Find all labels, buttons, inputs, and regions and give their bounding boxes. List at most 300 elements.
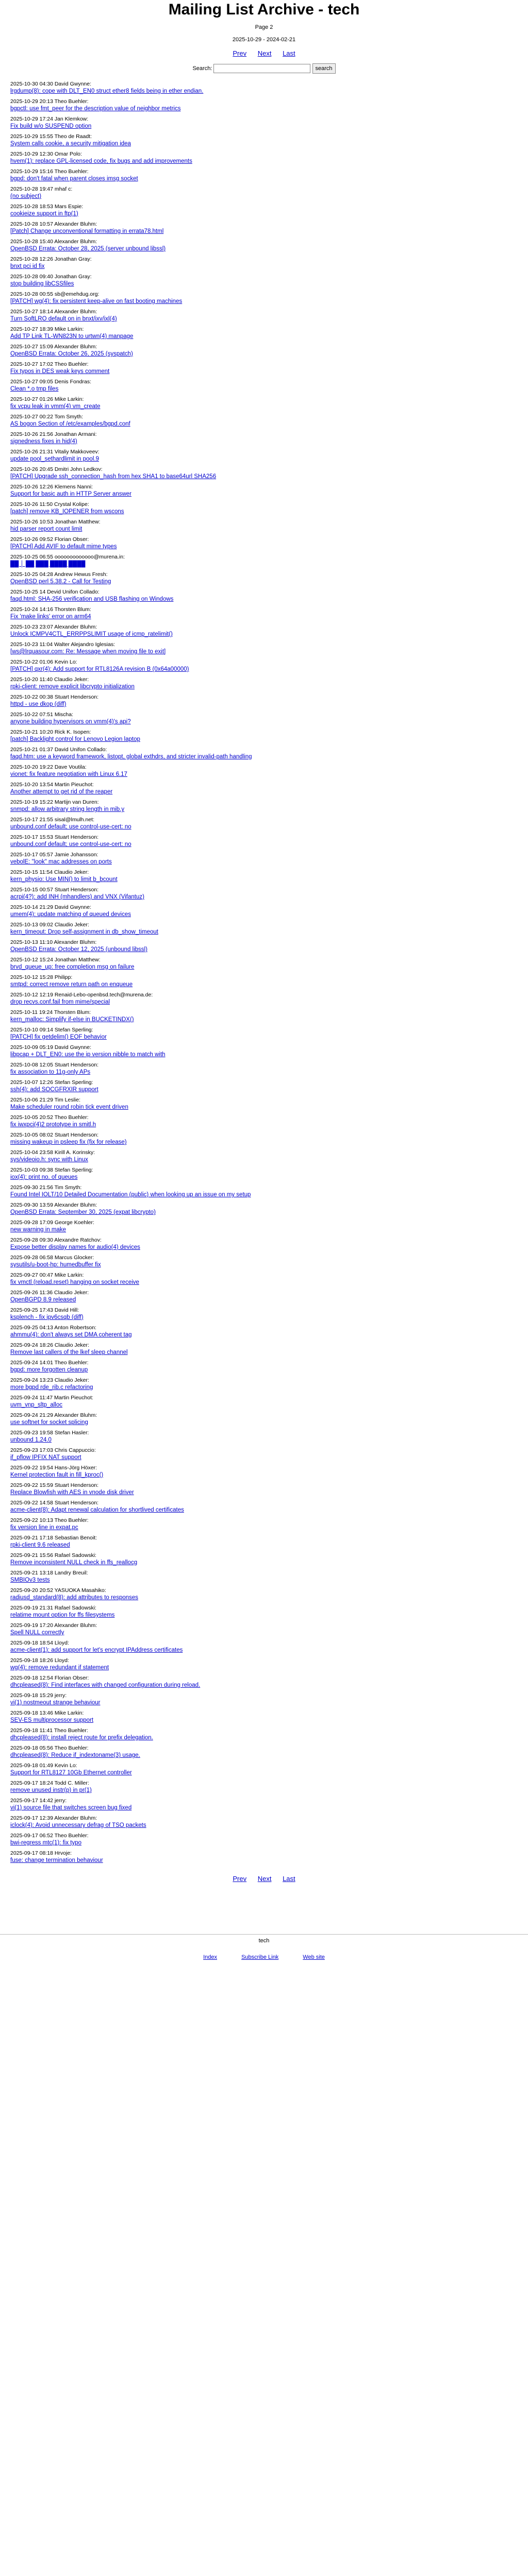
list-item [10,536,516,554]
search-label: Search: [192,65,212,72]
message-subject-link[interactable]: Fix 'make links' error on arm64 [10,614,91,620]
list-item [10,1745,516,1762]
message-meta: 2025-09-28 17:09 George Koehler: [10,1219,94,1226]
message-subject-link[interactable]: bnxt pci id fix [10,263,45,269]
message-meta: 2025-10-29 15:16 Theo Buehler: [10,168,89,175]
message-subject-link[interactable]: sys/videoio.h: sync with Linux [10,1157,88,1163]
list-item [10,887,516,904]
message-meta: 2025-10-12 15:24 Jonathan Matthew: [10,957,101,963]
message-subject-link[interactable]: Found Intel IOLT/10 Detailed Documentation (public) when looking up an issue on my setup [10,1192,251,1198]
list-item [10,729,516,747]
message-meta: 2025-10-17 05:57 Jamie Johansson: [10,852,98,858]
list-item [10,764,516,782]
message-subject-link[interactable]: bgpd: more forgotten cleanup [10,1367,88,1373]
message-meta: 2025-10-20 11:40 Claudio Jeker: [10,676,89,683]
message-meta: 2025-10-28 18:53 Mars Espie: [10,204,84,210]
message-subject-link[interactable]: Add TP Link TL-WN823N to urtwn(4) manpage [10,333,134,340]
footer-links [0,1954,528,1960]
message-meta: 2025-09-24 18:26 Claudio Jeker: [10,1342,89,1348]
list-item [10,782,516,799]
message-subject-link[interactable]: Another attempt to get rid of the reaper [10,789,113,795]
list-item [10,974,516,992]
list-item [10,204,516,221]
message-meta: 2025-10-26 21:56 Jonathan Armani: [10,431,97,437]
message-meta: 2025-10-17 15:53 Stuart Henderson: [10,834,99,840]
message-subject-link[interactable]: faqd.html: SHA-256 verification and USB flashing on Windows [10,596,174,602]
message-subject-link[interactable]: relatime mount option for ffs filesystems [10,1612,115,1618]
list-item [10,1202,516,1219]
list-item [10,659,516,676]
message-subject-link[interactable]: fix iwxpci(4)2 prototype in smitl.h [10,1122,96,1128]
message-subject-link[interactable]: update pool_sethardlimit in pool.9 [10,456,99,462]
list-item [10,1587,516,1605]
message-meta: 2025-09-19 21:31 Rafael Sadowski: [10,1605,96,1611]
list-item [10,624,516,641]
message-subject-link[interactable]: libpcap + DLT_EN0: use the ip version nibble to match with [10,1052,166,1058]
message-meta: 2025-10-26 12:26 Klemens Nanni: [10,484,93,490]
list-item [10,1710,516,1727]
message-subject-link[interactable]: OpenBSD Errata: October 26, 2025 (syspatch) [10,351,133,357]
message-subject-link[interactable]: Fix build w/o SUSPEND option [10,123,92,129]
message-subject-link[interactable]: Spell NULL correctly [10,1630,64,1636]
list-item [10,554,516,571]
message-subject-link[interactable]: [patch] remove KB_IOPENER from wscons [10,509,124,515]
list-item [10,711,516,729]
message-meta: 2025-09-22 15:59 Stuart Henderson: [10,1482,99,1488]
message-meta: 2025-09-18 18:26 Lloyd: [10,1657,69,1664]
list-item [10,922,516,939]
message-subject-link[interactable]: fuse: change termination behaviour [10,1857,103,1863]
message-subject-link[interactable]: httpd - use dkop (diff) [10,701,67,707]
message-meta: 2025-09-26 11:36 Claudio Jeker: [10,1290,89,1296]
list-item [10,414,516,431]
message-subject-link[interactable]: ██ │ ██ ███ ████ ████ [10,561,86,567]
message-subject-link[interactable]: Expose better display names for audio(4) devices [10,1244,140,1250]
message-meta: 2025-09-23 17:03 Chris Cappuccio: [10,1447,96,1453]
message-subject-link[interactable]: cookieize support in ftp(1) [10,211,78,217]
message-meta: 2025-09-25 17:43 David Hill: [10,1307,79,1313]
message-subject-link[interactable]: more bgpd rde_rib.c refactoring [10,1384,93,1391]
list-item [10,484,516,501]
message-meta: 2025-10-25 14 Devid Unifon Collado: [10,589,100,595]
list-item [10,1062,516,1079]
message-subject-link[interactable]: missing wakeup in psleep fix (fix for release) [10,1139,127,1145]
message-meta: 2025-09-18 12:54 Florian Obser: [10,1675,89,1681]
message-subject-link[interactable]: System calls cookie, a security mitigation idea [10,141,131,147]
message-subject-link[interactable]: if_pflow IPFIX NAT support [10,1454,81,1461]
message-meta: 2025-10-21 10:20 Rick K. Isopen: [10,729,91,735]
list-item [10,641,516,659]
list-item [10,1657,516,1675]
message-meta: 2025-10-26 21:31 Vitaliy Makkoveev: [10,449,100,455]
message-meta: 2025-10-20 13:54 Martin Pieuchot: [10,782,94,788]
message-meta: 2025-10-27 15:09 Alexander Bluhm: [10,344,97,350]
message-subject-link[interactable]: unbound.conf default; use control-use-cert: no [10,841,131,848]
list-item [10,186,516,204]
message-meta: 2025-09-18 13:46 Mike Larkin: [10,1710,84,1716]
list-item [10,1255,516,1272]
message-meta: 2025-10-12 15:28 Philipp: [10,974,73,980]
message-meta: 2025-10-27 00:22 Tom Smyth: [10,414,84,420]
message-subject-link[interactable]: Kernel protection fault in fill_kproc() [10,1472,104,1478]
message-subject-link[interactable]: kern_malloc: Simplify if-else in BUCKETINDX() [10,1016,134,1023]
message-subject-link[interactable]: smtpd: correct remove return path on enqueue [10,981,133,988]
message-meta: 2025-10-27 01:26 Mike Larkin: [10,396,84,402]
message-meta: 2025-09-24 14:01 Theo Buehler: [10,1360,89,1366]
page-number: Page 2 [255,24,273,30]
list-item [10,1412,516,1430]
message-subject-link[interactable]: stop building libCSSfiles [10,281,74,287]
message-subject-link[interactable]: fix vmctl (reload.reset) hanging on socket receive [10,1279,139,1285]
message-meta: 2025-10-23 11:04 Walter Alejandro Iglesias: [10,641,116,648]
message-subject-link[interactable]: bgpd: don't fatal when parent closes imsg socket [10,176,138,182]
message-meta: 2025-09-21 13:18 Landry Breuil: [10,1570,88,1576]
list-item [10,1307,516,1325]
message-subject-link[interactable]: [PATCH] fix getdelim() EOF behavior [10,1034,107,1040]
message-subject-link[interactable]: faqd.htm: use a keyword framework, listopt, global exthdrs, and stricter invalid-path handling [10,754,252,760]
list-item [10,1517,516,1535]
message-subject-link[interactable]: acme-client(8): Adapt renewal calculation for shortlived certificates [10,1507,184,1513]
list-item [10,852,516,869]
message-meta: 2025-10-28 15:40 Alexander Bluhm: [10,239,97,245]
message-meta: 2025-09-22 14:58 Stuart Henderson: [10,1500,99,1506]
list-item [10,1097,516,1114]
list-item [10,379,516,396]
message-subject-link[interactable]: vionet: fix feature negotiation with Linux 6.17 [10,771,127,777]
message-subject-link[interactable]: vi(1) source file that switches screen bug fixed [10,1805,132,1811]
message-meta: 2025-09-18 05:56 Theo Buehler: [10,1745,89,1751]
list-item [10,992,516,1009]
page-title: Mailing List Archive - tech [168,1,360,18]
message-subject-link[interactable]: Fix typos in DES weak keys comment [10,368,110,375]
message-meta: 2025-10-10 09:14 Stefan Sperling: [10,1027,93,1033]
message-meta: 2025-09-21 17:18 Sebastian Benoit: [10,1535,97,1541]
list-item [10,1780,516,1798]
message-subject-link[interactable]: lrgdump(8): cope with DLT_EN0 struct ether8 fields being in ether endian. [10,88,204,94]
message-meta: 2025-10-28 12:26 Jonathan Gray: [10,256,92,262]
message-subject-link[interactable]: Make scheduler round robin tick event driven [10,1104,128,1110]
message-meta: 2025-10-27 17:02 Theo Buehler: [10,361,89,367]
list-item [10,1044,516,1062]
message-subject-link[interactable]: vebolE: "look" mac addresses on ports [10,859,112,865]
message-meta: 2025-10-21 01:37 David Unifon Collado: [10,747,107,753]
list-item [10,747,516,764]
list-item [10,291,516,309]
list-item [10,133,516,151]
website-link[interactable]: Web site [303,1954,325,1960]
list-item [10,939,516,957]
message-subject-link[interactable]: Support for RTL8127 10Gb Ethernet controller [10,1770,132,1776]
message-subject-link[interactable]: signedness fixes in hid(4) [10,438,77,445]
message-meta: 2025-09-17 14:42 jerry: [10,1798,67,1804]
message-subject-link[interactable]: bwi-regress mtc(1): fix typo [10,1840,82,1846]
list-item [10,1552,516,1570]
message-meta: 2025-10-11 19:24 Thorsten Blum: [10,1009,91,1015]
list-item [10,869,516,887]
list-item [10,1395,516,1412]
list-item [10,676,516,694]
message-meta: 2025-09-18 01:49 Kevin Lo: [10,1762,77,1769]
message-meta: 2025-10-17 21:55 sisal@lmulh.net: [10,817,95,823]
list-item [10,1377,516,1395]
pagination-bottom [0,1875,528,1883]
message-subject-link[interactable]: Support for basic auth in HTTP Server answer [10,491,132,497]
list-item [10,344,516,361]
list-item [10,1325,516,1342]
message-subject-link[interactable]: [ws@lrquasour.com: Re: Message when moving file to exit] [10,649,166,655]
message-subject-link[interactable]: Unlock ICMPV4CTL_ERRPPSLIMIT usage of icmp_ratelimit() [10,631,173,637]
list-item [10,799,516,817]
search-button[interactable]: search [312,63,336,74]
list-item [10,694,516,711]
message-subject-link[interactable]: [patch] Backlight control for Lenovo Legion laptop [10,736,140,742]
list-item [10,1167,516,1184]
prev-link[interactable]: Prev [233,49,247,57]
message-subject-link[interactable]: acme-client(1): add support for let's encrypt IPAddress certificates [10,1647,183,1653]
message-meta: 2025-10-29 17:24 Jan Klemkow: [10,116,89,122]
message-subject-link[interactable]: radiusd_standard(8): add attributes to responses [10,1595,139,1601]
message-meta: 2025-10-04 23:58 Kirill A. Korinsky: [10,1149,95,1156]
message-subject-link[interactable]: [PATCH] Add AVIF to default mime types [10,544,117,550]
message-subject-link[interactable]: hid parser report count limit [10,526,82,532]
list-item [10,1149,516,1167]
message-subject-link[interactable]: OpenBSD Errata: October 28, 2025 (server unbound libssl) [10,246,166,252]
list-item [10,396,516,414]
message-meta: 2025-10-15 11:54 Claudio Jeker: [10,869,89,875]
list-item [10,431,516,449]
list-item [10,1430,516,1447]
list-item [10,1798,516,1815]
message-meta: 2025-10-14 21:29 David Gwynne: [10,904,92,910]
list-item [10,1482,516,1500]
message-meta: 2025-09-17 06:52 Theo Buehler: [10,1833,89,1839]
list-item [10,501,516,519]
list-item [10,1079,516,1097]
message-subject-link[interactable]: fix vcpu leak in vmm(4) vm_create [10,403,101,410]
list-item [10,1027,516,1044]
list-item [10,606,516,624]
message-subject-link[interactable]: kern_physio: Use MIN() to limit b_bcount [10,876,118,883]
message-subject-link[interactable]: [PATCH] Upgrade ssh_connection_hash from hex SHA1 to base64url SHA256 [10,473,217,480]
message-meta: 2025-09-27 00:47 Mike Larkin: [10,1272,84,1278]
message-subject-link[interactable]: iclock(4): Avoid unnecessary defrag of TSO packets [10,1822,146,1828]
message-meta: 2025-10-29 15:55 Theo de Raadt: [10,133,92,140]
message-subject-link[interactable]: anyone building hypervisors on vmm(4)'s api? [10,719,131,725]
message-meta: 2025-10-09 05:19 David Gwynne: [10,1044,92,1050]
message-meta: 2025-09-21 15:56 Rafael Sadowski: [10,1552,96,1558]
message-subject-link[interactable]: kern_timeout: Drop self-assignment in db_show_timeout [10,929,159,935]
list-item [10,1114,516,1132]
message-meta: 2025-10-24 14:16 Thorsten Blum: [10,606,91,613]
message-subject-link[interactable]: ahmmu(4): don't always set DMA coherent tag [10,1332,132,1338]
list-item [10,1622,516,1640]
message-subject-link[interactable]: remove unused instr(p) in pr(1) [10,1787,92,1793]
message-meta: 2025-10-07 12:26 Stefan Sperling: [10,1079,93,1086]
list-item [10,466,516,484]
list-item [10,1570,516,1587]
message-meta: 2025-10-25 06:55 ooooooooooooo@murena.in: [10,554,125,560]
message-meta: 2025-10-08 12:05 Stuart Henderson: [10,1062,99,1068]
last-link-bottom[interactable]: Last [283,1875,295,1883]
message-meta: 2025-09-22 19:54 Hans-Jörg Höxer: [10,1465,97,1471]
footer-title: tech [258,1938,270,1944]
message-meta: 2025-10-25 04:28 Andrew Hewus Fresh: [10,571,108,578]
message-subject-link[interactable]: fix association to 11g-only APs [10,1069,91,1075]
message-meta: 2025-10-28 19:47 mhaf c: [10,186,73,192]
pagination-top [0,49,528,57]
message-subject-link[interactable]: snmpd: allow arbitrary string length in mib.y [10,806,125,812]
message-subject-link[interactable]: dhcpleased(8): Reduce if_indextoname(3) usage. [10,1752,140,1758]
search-input[interactable] [213,64,310,73]
list-item [10,1675,516,1692]
message-subject-link[interactable]: OpenBSD Errata: October 12, 2025 (unbound libssl) [10,946,147,953]
message-subject-link[interactable]: OpenBSD perl 5.38.2 - Call for Testing [10,579,111,585]
message-meta: 2025-10-12 12:19 Renaid-Lebo-openbsd.tech@murena.de: [10,992,153,998]
message-subject-link[interactable]: unbound 1.24.0 [10,1437,52,1443]
index-link[interactable]: Index [203,1954,218,1960]
message-subject-link[interactable]: rpki-client 9.6 released [10,1542,70,1548]
list-item [10,1727,516,1745]
list-item [10,1535,516,1552]
message-subject-link[interactable]: umem(4): update matching of queued devices [10,911,131,918]
list-item [10,1692,516,1710]
list-item [10,589,516,606]
message-subject-link[interactable]: SMBIOv3 tests [10,1577,50,1583]
message-meta: 2025-10-27 09:05 Denis Fondras: [10,379,92,385]
list-item [10,1815,516,1833]
message-subject-link[interactable]: uvm_vnp_sltp_alloc [10,1402,63,1408]
message-meta: 2025-10-13 11:10 Alexander Bluhm: [10,939,97,945]
list-item [10,1184,516,1202]
message-subject-link[interactable]: sysutils/u-boot-hp: humedbuffer fix [10,1262,101,1268]
list-item [10,274,516,291]
message-meta: 2025-10-06 21:29 Tim Leslie: [10,1097,81,1103]
search-form [0,63,528,74]
message-meta: 2025-10-13 09:02 Claudio Jeker: [10,922,89,928]
message-subject-link[interactable]: bgpctl: use fmt_peer for the description value of neighbor metrics [10,106,181,112]
message-meta: 2025-09-17 08:18 Hrvoje: [10,1850,72,1856]
message-meta: 2025-09-24 21:29 Alexander Bluhm: [10,1412,97,1418]
list-item [10,904,516,922]
message-meta: 2025-10-26 09:52 Florian Obser: [10,536,89,543]
list-item [10,1447,516,1465]
list-item [10,519,516,536]
subscribe-link[interactable]: Subscribe Link [241,1954,279,1960]
message-meta: 2025-09-24 11:47 Martin Pieuchot: [10,1395,93,1401]
message-subject-link[interactable]: dhcpleased(8): install reject route for prefix delegation. [10,1735,153,1741]
list-item [10,817,516,834]
list-item [10,1833,516,1850]
message-meta: 2025-09-28 06:58 Marcus Glocker: [10,1255,94,1261]
prev-link-bottom[interactable]: Prev [233,1875,247,1883]
message-subject-link[interactable]: Remove inconsistent NULL check in ffs_reallocg [10,1560,138,1566]
message-subject-link[interactable]: ksplench - fix ipv6csqb (diff) [10,1314,84,1320]
list-item [10,1500,516,1517]
list-item [10,834,516,852]
message-meta: 2025-09-22 10:13 Theo Buehler: [10,1517,89,1523]
date-range: 2025-10-29 - 2024-02-21 [232,37,296,43]
message-meta: 2025-09-30 21:56 Tim Smyth: [10,1184,82,1191]
message-subject-link[interactable]: ssh(4): add SOCGFRXIR support [10,1087,98,1093]
message-meta: 2025-10-22 01:06 Kevin Lo: [10,659,77,665]
message-meta: 2025-10-15 00:57 Stuart Henderson: [10,887,99,893]
list-item [10,1219,516,1237]
message-subject-link[interactable]: SEV-ES multiprocessor support [10,1717,94,1723]
message-meta: 2025-10-19 15:22 Martijn van Duren: [10,799,99,805]
message-subject-link[interactable]: OpenBSD Errata: September 30, 2025 (expat libcrypto) [10,1209,156,1215]
last-link[interactable]: Last [283,49,295,57]
message-meta: 2025-09-25 04:13 Anton Robertson: [10,1325,96,1331]
message-subject-link[interactable]: acrpi(4?): add INH (mhandlers) and VNX (Vifantuz) [10,894,144,900]
message-meta: 2025-10-27 18:14 Alexander Bluhm: [10,309,97,315]
list-item [10,1272,516,1290]
message-subject-link[interactable]: AS bogon Section of /etc/examples/bgpd.conf [10,421,130,427]
message-subject-link[interactable]: [Patch] Change unconventional formatting in errata78.html [10,228,164,234]
next-link-bottom[interactable]: Next [257,1875,272,1883]
message-meta: 2025-10-20 19:22 Dave Voutila: [10,764,87,770]
message-subject-link[interactable]: Clean *.o tmp files [10,386,59,392]
message-meta: 2025-10-28 10:57 Alexander Bluhm: [10,221,97,227]
message-meta: 2025-09-17 12:39 Alexander Bluhm: [10,1815,97,1821]
list-item [10,1342,516,1360]
message-meta: 2025-09-18 11:41 Theo Buehler: [10,1727,88,1734]
message-meta: 2025-10-30 04:30 David Gwynne: [10,81,92,87]
list-item [10,221,516,239]
message-meta: 2025-10-26 10:53 Jonathan Matthew: [10,519,101,525]
list-item [10,116,516,133]
message-subject-link[interactable]: (no subject) [10,193,42,199]
list-item [10,168,516,186]
list-item [10,309,516,326]
message-meta: 2025-10-23 23:07 Alexander Bluhm: [10,624,97,630]
message-subject-link[interactable]: Replace Blowfish with AES in vnode disk driver [10,1489,134,1496]
message-subject-link[interactable]: Remove last callers of the lkef sleep channel [10,1349,128,1355]
message-subject-link[interactable]: dhcpleased(8): Find interfaces with changed configuration during reload. [10,1682,201,1688]
message-meta: 2025-10-28 00:55 sb@emehdug.org: [10,291,100,297]
next-link[interactable]: Next [257,49,272,57]
message-subject-link[interactable]: OpenBGPD 8.9 released [10,1297,76,1303]
message-subject-link[interactable]: wg(4): remove redundant if statement [10,1665,109,1671]
message-meta: 2025-10-29 20:13 Theo Buehler: [10,98,89,105]
message-meta: 2025-09-28 09:30 Alexandre Ratchov: [10,1237,102,1243]
message-subject-link[interactable]: rpki-client: remove explicit libcrypto initialization [10,684,135,690]
message-subject-link[interactable]: use softnet for socket splicing [10,1419,88,1426]
page-header [0,0,528,43]
list-item [10,1640,516,1657]
message-subject-link[interactable]: iox(4): print no. of queues [10,1174,78,1180]
list-item [10,1605,516,1622]
message-meta: 2025-10-26 20:45 Dmitri John Ledkov: [10,466,103,472]
list-item [10,571,516,589]
message-subject-link[interactable]: drop recvs.conf.fail from mime/special [10,999,110,1005]
message-subject-link[interactable]: hvem(1): replace GPL-licensed code, fix bugs and add improvements [10,158,192,164]
message-subject-link[interactable]: brvd_queue_up: free completion msg on failure [10,964,135,970]
message-meta: 2025-10-28 09:40 Jonathan Gray: [10,274,92,280]
message-meta: 2025-09-30 13:59 Alexander Bluhm: [10,1202,97,1208]
message-meta: 2025-10-27 18:39 Mike Larkin: [10,326,84,332]
message-subject-link[interactable]: Turn SoftLRO default on in bnxt/ixv/ixl(4) [10,316,117,322]
list-item [10,326,516,344]
list-item [10,1360,516,1377]
message-subject-link[interactable]: unbound.conf default; use control-use-cert: no [10,824,131,830]
message-meta: 2025-10-03 09:38 Stefan Sperling: [10,1167,93,1173]
message-subject-link[interactable]: [PATCH] qxr(4): Add support for RTL8126A revision B (0x64a00000) [10,666,189,672]
message-subject-link[interactable]: [PATCH] wg(4): fix persistent keep-alive on fast booting machines [10,298,183,304]
message-subject-link[interactable]: fix version line in expat.pc [10,1524,78,1531]
message-subject-link[interactable]: new warning in make [10,1227,67,1233]
message-meta: 2025-09-23 19:58 Stefan Hasler: [10,1430,89,1436]
message-subject-link[interactable]: vi(1) nostmeout strange behaviour [10,1700,101,1706]
